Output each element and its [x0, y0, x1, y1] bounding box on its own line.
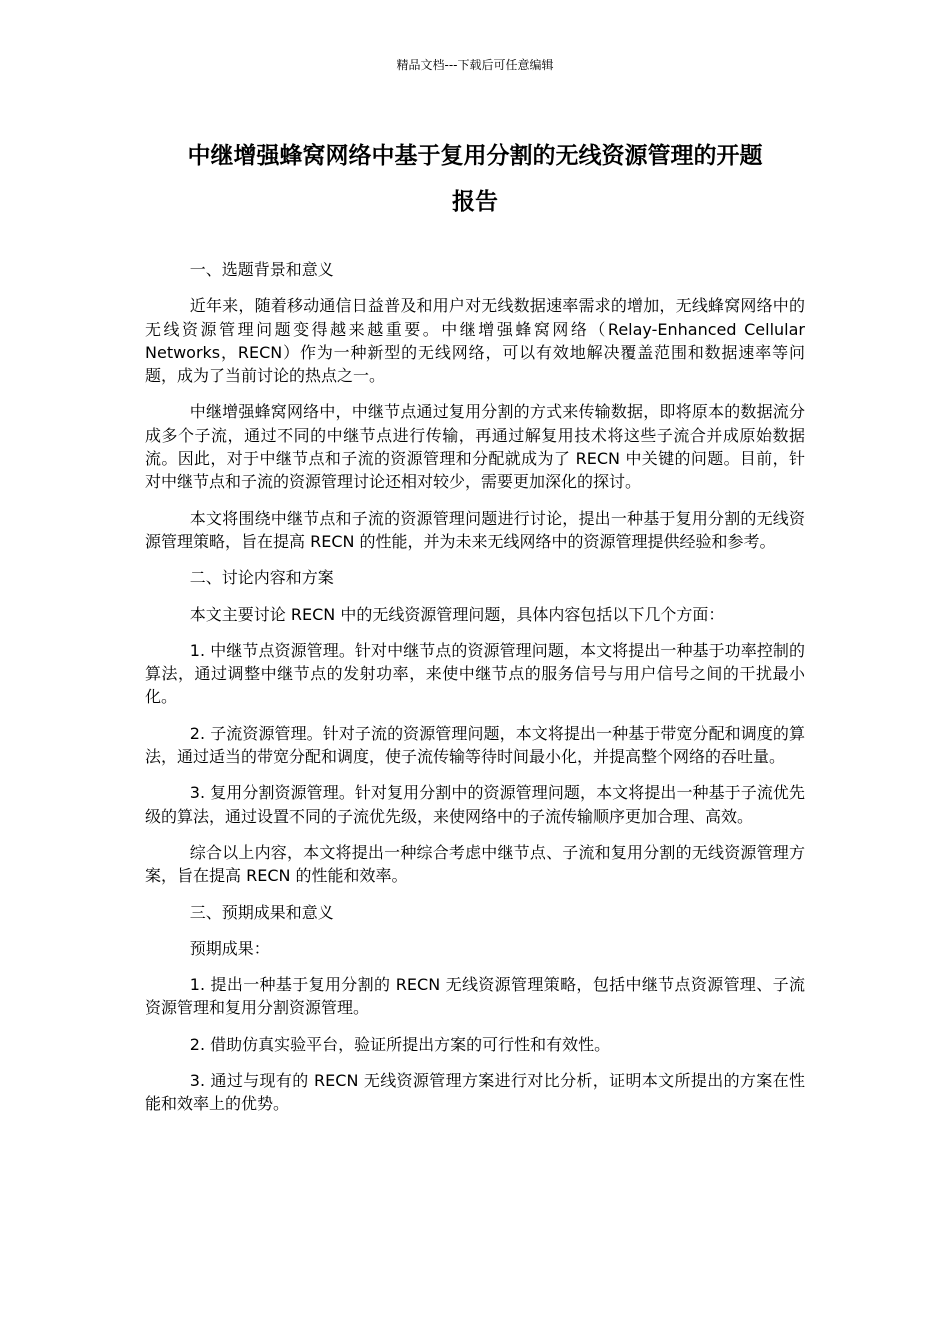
list-item: 2. 子流资源管理。针对子流的资源管理问题，本文将提出一种基于带宽分配和调度的算法，通过适当的带宽分配和调度，使子流传输等待时间最小化，并提高整个网络的吞吐量。	[145, 723, 805, 767]
paragraph: 本文主要讨论 RECN 中的无线资源管理问题，具体内容包括以下几个方面：	[189, 604, 725, 624]
document-title-line-2: 报告	[452, 189, 498, 215]
list-item: 1. 中继节点资源管理。针对中继节点的资源管理问题，本文将提出一种基于功率控制的算法，通过调整中继节点的发射功率，来使中继节点的服务信号与用户信号之间的干扰最小化。	[145, 640, 805, 707]
document-title-line-1: 中继增强蜂窝网络中基于复用分割的无线资源管理的开题	[187, 143, 763, 169]
paragraph: 综合以上内容，本文将提出一种综合考虑中继节点、子流和复用分割的无线资源管理方案，旨在提高 RECN 的性能和效率。	[145, 842, 805, 886]
list-item: 2. 借助仿真实验平台，验证所提出方案的可行性和有效性。	[189, 1034, 611, 1054]
paragraph: 预期成果：	[189, 938, 270, 958]
paragraph: 近年来，随着移动通信日益普及和用户对无线数据速率需求的增加，无线蜂窝网络中的无线资源管理问题变得越来越重要。中继增强蜂窝网络（Relay-Enhanced Cellular Networks，RECN）作为一种新型的无线网络，可以有效地解决覆盖范围和数据速率等问题，成为了当前讨论的热点之一。	[145, 296, 805, 386]
list-item: 1. 提出一种基于复用分割的 RECN 无线资源管理策略，包括中继节点资源管理、子流资源管理和复用分割资源管理。	[145, 975, 805, 1018]
section-heading-content: 二、讨论内容和方案	[189, 568, 334, 588]
section-heading-outcomes: 三、预期成果和意义	[189, 902, 334, 922]
page-header: 精品文档---下载后可任意编辑	[396, 58, 554, 72]
paragraph: 本文将围绕中继节点和子流的资源管理问题进行讨论，提出一种基于复用分割的无线资源管理策略，旨在提高 RECN 的性能，并为未来无线网络中的资源管理提供经验和参考。	[145, 508, 805, 551]
section-heading-background: 一、选题背景和意义	[189, 260, 334, 279]
document-title	[145, 133, 805, 225]
list-item: 3. 复用分割资源管理。针对复用分割中的资源管理问题，本文将提出一种基于子流优先级的算法，通过设置不同的子流优先级，来使网络中的子流传输顺序更加合理、高效。	[145, 783, 805, 826]
document-body	[145, 258, 805, 1129]
paragraph: 中继增强蜂窝网络中，中继节点通过复用分割的方式来传输数据，即将原本的数据流分成多个子流，通过不同的中继节点进行传输，再通过解复用技术将这些子流合并成原始数据流。因此，对于中继节点和子流的资源管理和分配就成为了 RECN 中关键的问题。目前，针对中继节点和子流的资源管理讨论还相对较少，需要更加深化的探讨。	[145, 402, 805, 492]
list-item: 3. 通过与现有的 RECN 无线资源管理方案进行对比分析，证明本文所提出的方案在性能和效率上的优势。	[145, 1071, 805, 1114]
